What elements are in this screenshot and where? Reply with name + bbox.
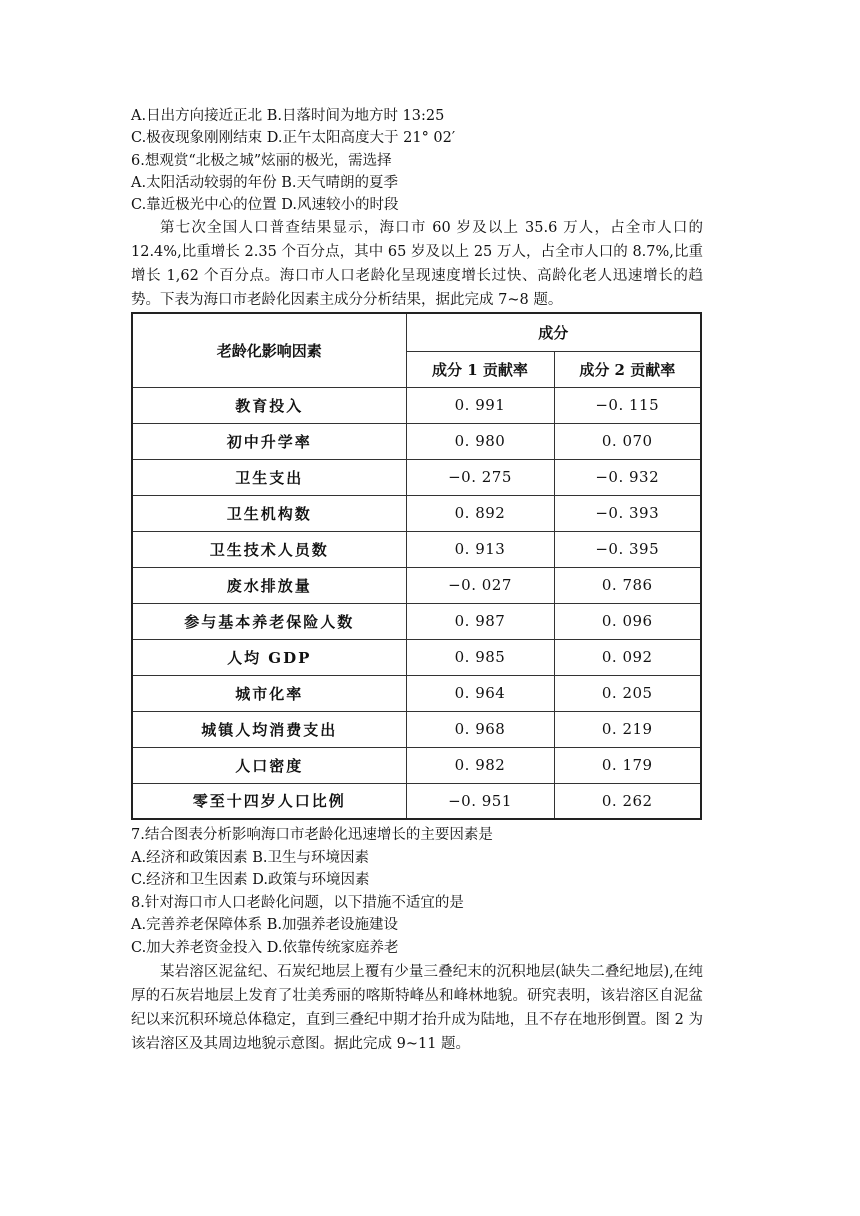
table-row — [132, 459, 701, 495]
q6-options-cd: C.靠近极光中心的位置 D.风速较小的时段 — [131, 197, 399, 213]
factor-cell: 城镇人均消费支出 — [132, 711, 406, 747]
table-row — [132, 639, 701, 675]
factor-cell: 零至十四岁人口比例 — [132, 783, 406, 819]
component-1-cell: −0. 275 — [406, 459, 554, 495]
aging-factor-table — [131, 312, 700, 818]
header-component-2: 成分 2 贡献率 — [554, 351, 701, 387]
passage-karst: 某岩溶区泥盆纪、石炭纪地层上覆有少量三叠纪末的沉积地层(缺失二叠纪地层),在纯厚的石灰岩地层上发育了壮美秀丽的喀斯特峰丛和峰林地貌。研究表明，该岩溶区自泥盆纪以来沉积环境总体稳定，直到三叠纪中期才抬升成为陆地，且不存在地形倒置。图 2 为该岩溶区及其周边地貌示意图。据此完成 9~11 题。 — [131, 964, 703, 1052]
q6-stem: 6.想观赏“北极之城”炫丽的极光，需选择 — [131, 153, 392, 169]
component-2-cell: 0. 205 — [554, 675, 701, 711]
factor-cell: 卫生支出 — [132, 459, 406, 495]
component-1-cell: −0. 951 — [406, 783, 554, 819]
component-1-cell: 0. 991 — [406, 387, 554, 423]
component-1-cell: 0. 892 — [406, 495, 554, 531]
factor-cell: 废水排放量 — [132, 567, 406, 603]
component-2-cell: −0. 932 — [554, 459, 701, 495]
component-1-cell: 0. 913 — [406, 531, 554, 567]
q7-options-ab: A.经济和政策因素 B.卫生与环境因素 — [131, 850, 369, 866]
component-2-cell: −0. 115 — [554, 387, 701, 423]
component-1-cell: 0. 964 — [406, 675, 554, 711]
table-row — [132, 711, 701, 747]
table-row — [132, 747, 701, 783]
header-factor: 老龄化影响因素 — [132, 313, 406, 387]
passage-aging: 第七次全国人口普查结果显示，海口市 60 岁及以上 35.6 万人，占全市人口的 12.4%,比重增长 2.35 个百分点，其中 65 岁及以上 25 万人，占全市人口的 8.7%,比重增长 1,62 个百分点。海口市人口老龄化呈现速度增长过快、高龄化老人迅速增长的趋势。下表为海口市老龄化因素主成分分析结果，据此完成 7~8 题。 — [131, 220, 703, 308]
table-row — [132, 423, 701, 459]
q8-stem: 8.针对海口市人口老龄化问题，以下措施不适宜的是 — [131, 895, 464, 911]
component-1-cell: 0. 985 — [406, 639, 554, 675]
table-row — [132, 783, 701, 819]
table-row — [132, 387, 701, 423]
factor-cell: 参与基本养老保险人数 — [132, 603, 406, 639]
component-2-cell: 0. 070 — [554, 423, 701, 459]
component-2-cell: 0. 786 — [554, 567, 701, 603]
component-2-cell: 0. 092 — [554, 639, 701, 675]
component-1-cell: 0. 982 — [406, 747, 554, 783]
table-row — [132, 531, 701, 567]
factor-cell: 人均 GDP — [132, 639, 406, 675]
factor-cell: 卫生技术人员数 — [132, 531, 406, 567]
table-row — [132, 567, 701, 603]
factor-cell: 城市化率 — [132, 675, 406, 711]
factor-cell: 人口密度 — [132, 747, 406, 783]
component-1-cell: 0. 987 — [406, 603, 554, 639]
component-1-cell: −0. 027 — [406, 567, 554, 603]
factor-cell: 教育投入 — [132, 387, 406, 423]
component-2-cell: 0. 096 — [554, 603, 701, 639]
q5-options-cd: C.极夜现象刚刚结束 D.正午太阳高度大于 21° 02′ — [131, 130, 456, 146]
component-2-cell: 0. 179 — [554, 747, 701, 783]
q8-options-ab: A.完善养老保障体系 B.加强养老设施建设 — [131, 917, 398, 933]
component-2-cell: −0. 393 — [554, 495, 701, 531]
table-row — [132, 675, 701, 711]
q6-options-ab: A.太阳活动较弱的年份 B.天气晴朗的夏季 — [131, 175, 398, 191]
q5-options-ab: A.日出方向接近正北 B.日落时间为地方时 13:25 — [131, 108, 445, 124]
table-row — [132, 603, 701, 639]
component-2-cell: −0. 395 — [554, 531, 701, 567]
component-1-cell: 0. 980 — [406, 423, 554, 459]
header-component-1: 成分 1 贡献率 — [406, 351, 554, 387]
table-row — [132, 495, 701, 531]
header-component: 成分 — [406, 313, 701, 351]
q7-options-cd: C.经济和卫生因素 D.政策与环境因素 — [131, 872, 370, 888]
component-2-cell: 0. 262 — [554, 783, 701, 819]
component-1-cell: 0. 968 — [406, 711, 554, 747]
factor-cell: 卫生机构数 — [132, 495, 406, 531]
component-2-cell: 0. 219 — [554, 711, 701, 747]
factor-cell: 初中升学率 — [132, 423, 406, 459]
q8-options-cd: C.加大养老资金投入 D.依靠传统家庭养老 — [131, 940, 399, 956]
q7-stem: 7.结合图表分析影响海口市老龄化迅速增长的主要因素是 — [131, 827, 493, 843]
